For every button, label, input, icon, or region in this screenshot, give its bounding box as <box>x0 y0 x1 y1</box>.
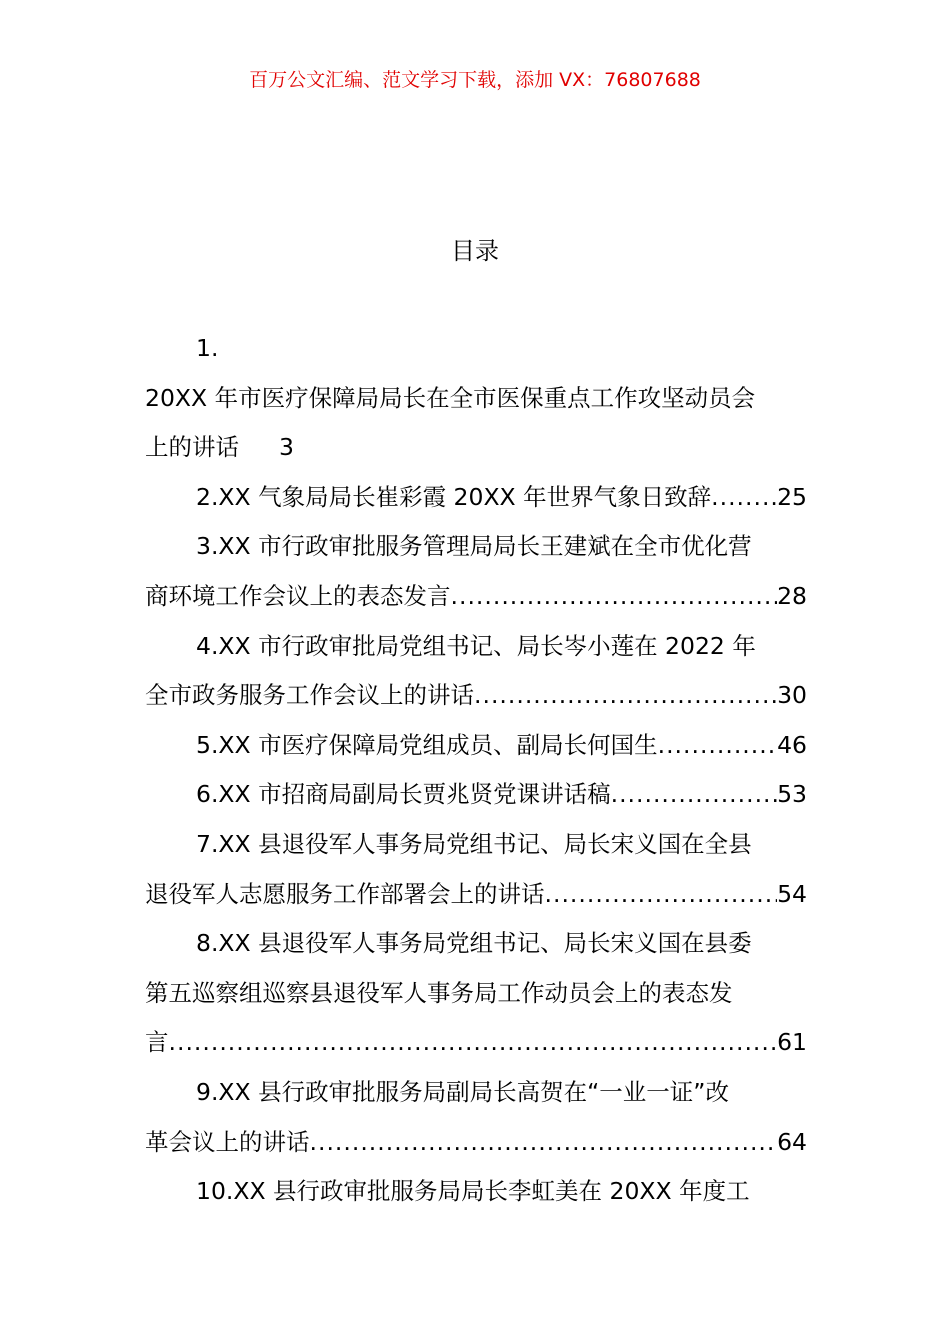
toc-leader-dots <box>545 870 778 920</box>
toc-entry-text: 5.XX 市医疗保障局党组成员、副局长何国生 <box>196 730 658 759</box>
toc-entry-text: 全市政务服务工作会议上的讲话 <box>145 681 474 710</box>
toc-entry-8-line3[interactable] <box>145 1018 807 1068</box>
toc-entry-3-line1[interactable]: 3.XX 市行政审批服务管理局局长王建斌在全市优化营 <box>196 532 752 561</box>
toc-entry-8-line2[interactable]: 第五巡察组巡察县退役军人事务局工作动员会上的表态发 <box>145 978 733 1007</box>
toc-entry-text: 革会议上的讲话 <box>145 1127 310 1156</box>
toc-leader-dots <box>169 1018 778 1068</box>
toc-entry-text: 2.XX 气象局局长崔彩霞 20XX 年世界气象日致辞 <box>196 482 712 511</box>
toc-entry-1-line2[interactable] <box>145 423 807 473</box>
toc-leader-dots <box>310 1118 778 1168</box>
page-title: 目录 <box>451 237 499 265</box>
toc-page-number: 25 <box>777 482 807 511</box>
toc-entry-9-line2[interactable] <box>145 1118 807 1168</box>
toc-entry-10-line1[interactable]: 10.XX 县行政审批服务局局长李虹美在 20XX 年度工 <box>196 1177 750 1206</box>
toc-leader-dots <box>711 473 777 523</box>
toc-entry-1-line1[interactable]: 20XX 年市医疗保障局局长在全市医保重点工作攻坚动员会 <box>145 383 756 412</box>
toc-page-number: 53 <box>777 780 807 809</box>
header-note: 百万公文汇编、范文学习下载，添加 VX：76807688 <box>249 69 701 91</box>
toc-page-number: 30 <box>777 681 807 710</box>
toc-entry-text: 上的讲话 <box>145 433 239 462</box>
toc-entry-7-line1[interactable]: 7.XX 县退役军人事务局党组书记、局长宋义国在全县 <box>196 829 752 858</box>
toc-entry-6[interactable] <box>145 770 807 820</box>
toc-page-number: 28 <box>777 581 807 610</box>
toc-page-number: 46 <box>777 730 807 759</box>
toc-page-number: 3 <box>279 433 294 462</box>
toc-leader-dots <box>611 770 778 820</box>
toc-entry-4-line2[interactable] <box>145 671 807 721</box>
toc-leader-dots <box>451 572 778 622</box>
table-of-contents <box>145 324 807 1217</box>
toc-entry-text: 商环境工作会议上的表态发言 <box>145 581 451 610</box>
toc-entry-2[interactable] <box>145 473 807 523</box>
toc-entry-3-line2[interactable] <box>145 572 807 622</box>
toc-leader-dots <box>658 721 778 771</box>
toc-page-number: 54 <box>777 879 807 908</box>
toc-entry-1-number[interactable]: 1. <box>196 334 219 362</box>
toc-entry-8-line1[interactable]: 8.XX 县退役军人事务局党组书记、局长宋义国在县委 <box>196 929 752 958</box>
toc-entry-text: 言 <box>145 1028 169 1057</box>
toc-entry-text: 退役军人志愿服务工作部署会上的讲话 <box>145 879 545 908</box>
toc-entry-4-line1[interactable]: 4.XX 市行政审批局党组书记、局长岑小莲在 2022 年 <box>196 631 756 660</box>
toc-page-number: 64 <box>777 1127 807 1156</box>
toc-leader-dots <box>474 671 777 721</box>
toc-page-number: 61 <box>777 1028 807 1057</box>
toc-entry-7-line2[interactable] <box>145 870 807 920</box>
toc-entry-9-line1[interactable]: 9.XX 县行政审批服务局副局长高贺在“一业一证”改 <box>196 1077 729 1106</box>
toc-entry-5[interactable] <box>145 721 807 771</box>
toc-entry-text: 6.XX 市招商局副局长贾兆贤党课讲话稿 <box>196 780 611 809</box>
